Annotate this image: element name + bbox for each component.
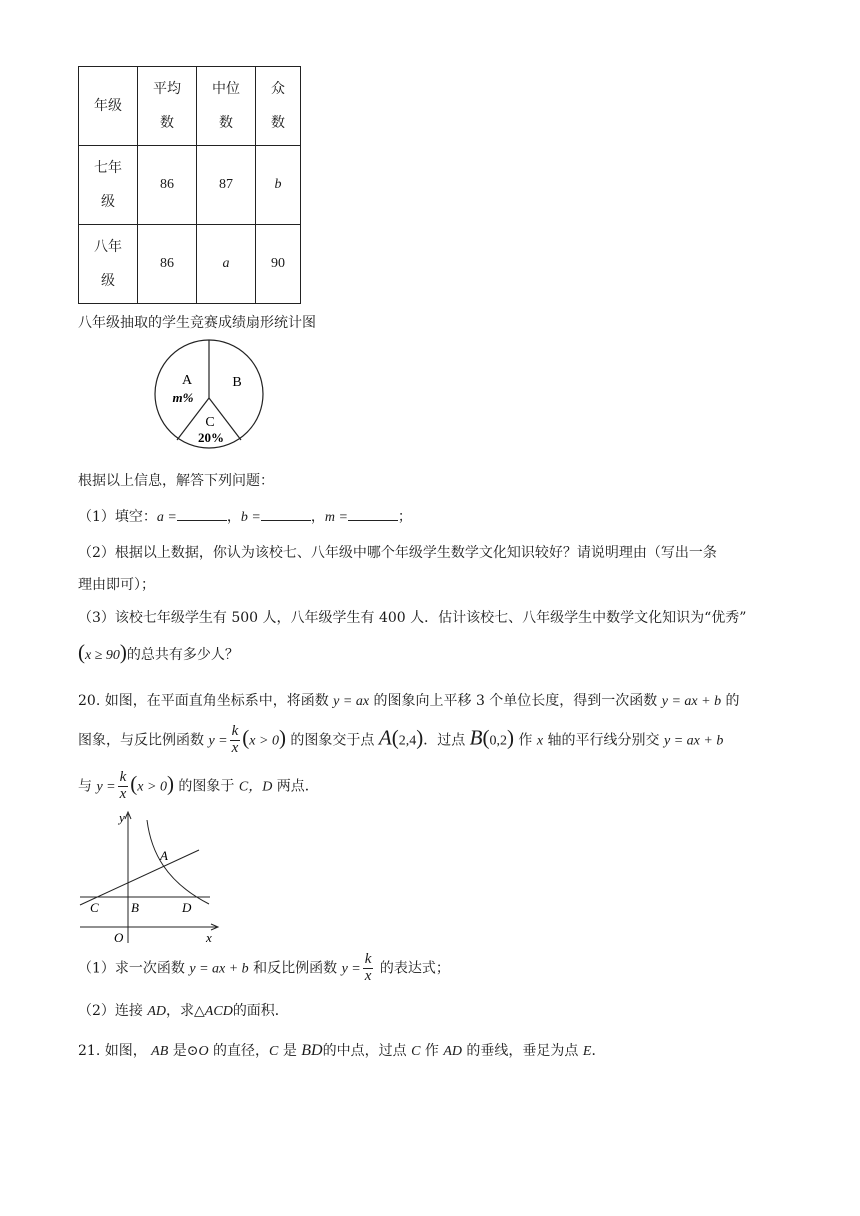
table-header-row bbox=[79, 67, 301, 146]
fraction-k-over-x: $\frac{k}{x}$ bbox=[364, 951, 372, 984]
statistics-table bbox=[78, 66, 301, 304]
answer-blank-b[interactable] bbox=[261, 506, 311, 521]
mean-cell: 86 bbox=[138, 146, 197, 225]
header-cell-mean: 平均 数 bbox=[138, 67, 197, 146]
fraction-k-over-x: $\frac{k}{x}$ bbox=[231, 723, 239, 756]
grade-cell: 七年 级 bbox=[79, 146, 138, 225]
header-cell-median: 中位 数 bbox=[197, 67, 256, 146]
answer-blank-a[interactable] bbox=[177, 506, 227, 521]
fraction-k-over-x: $\frac{k}{x}$ bbox=[119, 769, 127, 802]
label-x: x bbox=[206, 930, 212, 945]
mode-cell: 90 bbox=[256, 225, 301, 304]
pie-label-c: C bbox=[205, 415, 215, 430]
problem-20-line-2: 图象，与反比例函数 y = $\frac{k}{x}$ (x > 0) 的图象交于点 A(2,4)．过点 B(0,2) 作 x 轴的平行线分别交 y = ax + b bbox=[78, 723, 724, 756]
hyperbola-curve bbox=[147, 820, 209, 904]
table-row bbox=[79, 146, 301, 225]
questions-intro: 根据以上信息，解答下列问题： bbox=[78, 473, 274, 489]
pie-chart bbox=[150, 338, 270, 450]
median-cell: a bbox=[197, 225, 256, 304]
question-2-line-1: （2）根据以上数据，你认为该校七、八年级中哪个年级学生数学文化知识较好？请说明理由（写出一条 bbox=[78, 545, 717, 561]
header-cell-mode: 众 数 bbox=[256, 67, 301, 146]
label-o: O bbox=[114, 930, 124, 945]
header-cell-grade: 年级 bbox=[79, 67, 138, 146]
pie-label-a: A bbox=[181, 373, 193, 388]
problem-20-line-1: 20. 如图，在平面直角坐标系中，将函数 y = ax 的图象向上平移 3 个单位长度，得到一次函数 y = ax + b 的 bbox=[78, 693, 740, 709]
arc-bd: BD bbox=[301, 1042, 323, 1059]
question-3-line-2: (x ≥ 90)的总共有多少人？ bbox=[78, 640, 239, 664]
pie-value-a: m% bbox=[172, 390, 194, 405]
coordinate-figure bbox=[74, 808, 224, 948]
label-b: B bbox=[131, 900, 139, 915]
problem-20-line-3: 与 y = $\frac{k}{x}$ (x > 0) 的图象于 C，D 两点． bbox=[78, 769, 319, 802]
label-a: A bbox=[160, 848, 168, 863]
pie-value-c: 20% bbox=[198, 430, 224, 445]
pie-label-b: B bbox=[232, 375, 242, 390]
problem-21: 21. 如图， AB 是⊙O 的直径，C 是 BD的中点，过点 C 作 AD 的垂线，垂足为点 E． bbox=[78, 1042, 606, 1059]
question-2-line-2: 理由即可）； bbox=[78, 577, 155, 593]
table-row bbox=[79, 225, 301, 304]
answer-blank-m[interactable] bbox=[348, 506, 398, 521]
question-1: （1）填空：a = ，b = ，m = ； bbox=[78, 506, 412, 526]
label-y: y bbox=[119, 810, 125, 825]
problem-20-sub-2: （2）连接 AD，求△ACD的面积． bbox=[78, 1003, 289, 1019]
label-c: C bbox=[90, 900, 99, 915]
mode-cell: b bbox=[256, 146, 301, 225]
label-d: D bbox=[182, 900, 192, 915]
mean-cell: 86 bbox=[138, 225, 197, 304]
problem-20-sub-1: （1）求一次函数 y = ax + b 和反比例函数 y = $\frac{k}{x}$ 的表达式； bbox=[78, 951, 450, 984]
grade-cell: 八年 级 bbox=[79, 225, 138, 304]
pie-chart-title: 八年级抽取的学生竞赛成绩扇形统计图 bbox=[78, 315, 316, 331]
question-3-line-1: （3）该校七年级学生有 500 人，八年级学生有 400 人．估计该校七、八年级学生中数学文化知识为“优秀” bbox=[78, 610, 747, 626]
median-cell: 87 bbox=[197, 146, 256, 225]
